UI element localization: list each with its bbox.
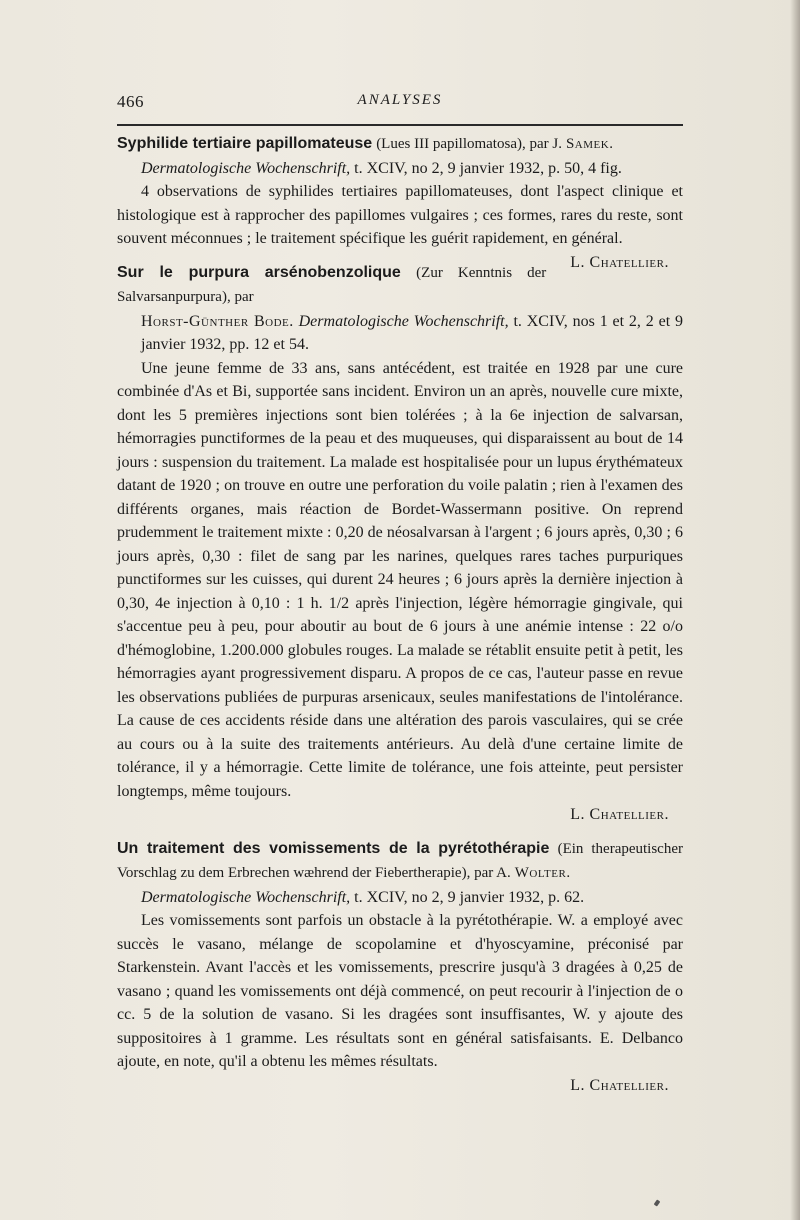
article-author: Horst-Günther Bode. bbox=[141, 312, 294, 330]
article-author: Wolter. bbox=[514, 865, 571, 881]
article-purpura bbox=[117, 261, 683, 827]
page-spine-shadow bbox=[790, 0, 800, 1220]
article-citation: t. XCIV, nos 1 et 2, 2 et 9 janvier 1932, pp. 12 et 54. bbox=[141, 312, 683, 353]
article-journal: Dermatologische Wochenschrift, bbox=[141, 888, 351, 906]
article-body bbox=[117, 180, 683, 271]
page-header bbox=[117, 92, 683, 116]
article-title-note: (Ein therapeutischer Vorschlag zu dem Erbrechen wæhrend der Fiebertherapie), par A. bbox=[117, 840, 683, 881]
article-citation: t. XCIV, no 2, 9 janvier 1932, p. 50, 4 fig. bbox=[354, 159, 622, 177]
header-rule bbox=[117, 124, 683, 126]
article-heading bbox=[117, 132, 683, 157]
article-body-text: 4 observations de syphilides tertiaires papillomateuses, dont l'aspect clinique et histologique est à rapprocher des papillomes vulgaires ; ces formes, rares du reste, sont souvent méconnues ; le traitement spécifique les guérit rapidement, en général. bbox=[117, 183, 683, 247]
article-citation-line bbox=[117, 157, 683, 181]
article-journal: Dermatologische Wochenschrift, bbox=[298, 312, 509, 330]
article-journal: Dermatologische Wochenschrift, bbox=[141, 159, 351, 177]
article-syphilide bbox=[117, 132, 683, 271]
article-signature: L. Chatellier. bbox=[570, 253, 669, 271]
article-signature: L. Chatellier. bbox=[570, 1076, 669, 1094]
article-title: Sur le purpura arsénobenzolique bbox=[117, 263, 401, 281]
article-citation-line bbox=[117, 310, 683, 357]
article-heading bbox=[117, 837, 683, 886]
article-citation: t. XCIV, no 2, 9 janvier 1932, p. 62. bbox=[354, 888, 585, 906]
article-title: Syphilide tertiaire papillomateuse bbox=[117, 135, 373, 152]
article-citation-line bbox=[117, 886, 683, 910]
article-vomissements bbox=[117, 837, 683, 1098]
page-content bbox=[117, 132, 683, 1107]
article-signature: L. Chatellier. bbox=[570, 806, 669, 823]
article-title: Un traitement des vomissements de la pyrétothérapie bbox=[117, 839, 550, 857]
article-title-note: (Lues III papillomatosa), par J. bbox=[376, 136, 562, 152]
article-author: Samek. bbox=[565, 136, 614, 152]
article-body: Une jeune femme de 33 ans, sans antécédent, est traitée en 1928 par une cure combinée d'As et Bi, supportée sans incident. Environ un an après, nouvelle cure mixte, dont les 5 premières injections sont bien tolérées ; à la 6e injection de salvarsan, hémorragies punctiformes de la peau et des muqueuses, qui disparaissent au bout de 14 jours : suspension du traitement. La malade est hospitalisée pour un lupus érythémateux datant de 1920 ; on trouve en outre une perforation du voile palatin ; rien à l'examen des différents organes, mais réaction de Bordet-Wassermann positive. On reprend prudemment le traitement mixte : 0,20 de néosalvarsan à l'argent ; 6 jours après, 0,30 ; 6 jours après, 0,30 : filet de sang par les narines, quelques rares taches purpuriques punctiformes sur les cuisses, qui durent 24 heures ; 6 jours après la dernière injection à 0,30, 4e injection à 0,10 : 1 h. 1/2 après l'injection, légère hémorragie gingivale, qui s'accentue peu à peu, pour aboutir au bout de 6 jours à une anémie intense : 22 o/o d'hémoglobine, 1.200.000 globules rouges. La malade se rétablit ensuite petit à petit, les hémorragies ayant progressivement disparu. A propos de ce cas, l'auteur passe en revue les observations publiées de purpuras arsenicaux, seules manifestations de l'intolérance. La cause de ces accidents réside dans une altération des parois vasculaires, qui se crée au cours ou à la suite des traitements antérieurs. Au delà d'une certaine limite de tolérance, il y a hémorragie. Cette limite de tolérance, une fois atteinte, peut persister longtemps, même toujours. bbox=[117, 359, 683, 800]
page-number: 466 bbox=[117, 92, 144, 111]
running-title: ANALYSES bbox=[357, 92, 443, 108]
article-title-note: (Zur Kenntnis der Salvarsanpurpura), par bbox=[117, 264, 547, 305]
article-body: Les vomissements sont parfois un obstacle à la pyrétothérapie. W. a employé avec succès le vasano, mélange de scopolamine et d'hyoscyamine, préconisé par Starkenstein. Avant l'accès et les vomissements, prescrire jusqu'à 3 dragées à 0,25 de vasano ; quand les vomissements ont déjà commencé, on peut recourir à l'injection de o cc. 5 de la solution de vasano. Si les dragées sont insuffisantes, W. y ajoute des suppositoires à 1 gramme. Les résultats sont en général satisfaisants. E. Delbanco ajoute, en note, qu'il a obtenu les mêmes résultats. bbox=[117, 912, 683, 1070]
